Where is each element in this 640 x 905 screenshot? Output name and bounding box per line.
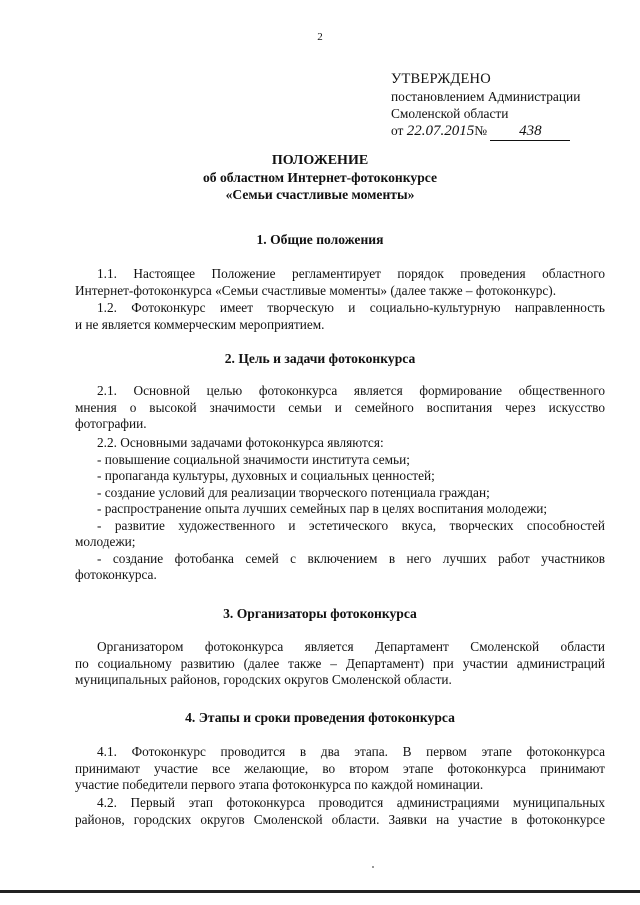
- text-line: участие победители первого этапа фотоконкурса по каждой номинации.: [75, 777, 484, 792]
- section-heading-4: 4. Этапы и сроки проведения фотоконкурса: [185, 710, 455, 725]
- list-item: - развитие художественного и эстетического вкуса, творческих способностей: [97, 517, 605, 533]
- list-item: - распространение опыта лучших семейных пар в целях воспитания молодежи;: [97, 501, 548, 516]
- title-line-3: «Семьи счастливые моменты»: [225, 187, 415, 202]
- title-line-2: об областном Интернет-фотоконкурсе: [203, 170, 437, 185]
- text-line: фотографии.: [75, 416, 147, 431]
- paragraph-3: [75, 639, 605, 689]
- text-line: фотоконкурса.: [75, 567, 157, 582]
- approval-heading: УТВЕРЖДЕНО: [391, 71, 491, 87]
- text-line: 1.1. Настоящее Положение регламентирует порядок проведения областного: [97, 266, 605, 281]
- paragraph-2-2: [75, 435, 605, 584]
- paragraph-4-2: [75, 795, 605, 828]
- document-title: [0, 152, 640, 203]
- list-item: - создание условий для реализации творческого потенциала граждан;: [97, 484, 490, 500]
- paragraph-1-1: [75, 266, 605, 299]
- page-bottom-edge: [0, 890, 640, 893]
- list-item: - повышение социальной значимости института семьи;: [97, 451, 410, 467]
- text-line: 2.1. Основной целью фотоконкурса является формирование общественного: [97, 383, 605, 398]
- approval-block: [391, 71, 621, 141]
- paragraph-1-2: [75, 300, 605, 333]
- scan-speck: [372, 866, 374, 868]
- approval-date-number: [391, 122, 621, 141]
- text-line: мнения о высокой значимости семьи и семейного воспитания через искусство: [75, 399, 605, 415]
- list-item: - пропаганда культуры, духовных и социальных ценностей;: [97, 468, 435, 483]
- text-line: 1.2. Фотоконкурс имеет творческую и социально-культурную направленность: [97, 300, 605, 315]
- approval-line-2: Смоленской области: [391, 106, 509, 121]
- text-line: и не является коммерческим мероприятием.: [75, 316, 325, 332]
- section-heading-3: 3. Организаторы фотоконкурса: [223, 606, 417, 621]
- text-line: Организатором фотоконкурса является Департамент Смоленской области: [97, 639, 605, 654]
- text-line: принимают участие все желающие, во втором этапе фотоконкурса принимают: [75, 760, 605, 776]
- list-item: - создание фотобанка семей с включением в него лучших работ участников: [97, 550, 605, 566]
- handwritten-number: 438: [490, 123, 570, 141]
- text-line: по социальному развитию (далее также – Департамент) при участии администраций: [75, 655, 605, 671]
- text-line: Интернет-фотоконкурса «Семьи счастливые моменты» (далее также – фотоконкурс).: [75, 282, 557, 298]
- text-line: 4.1. Фотоконкурс проводится в два этапа. В первом этапе фотоконкурса: [97, 744, 605, 759]
- handwritten-date: 22.07.2015: [406, 123, 475, 139]
- from-label: от: [391, 123, 404, 138]
- text-line: районов, городских округов Смоленской области. Заявки на участие в фотоконкурсе: [75, 811, 605, 827]
- number-label: №: [474, 123, 488, 138]
- section-heading-1: 1. Общие положения: [256, 232, 384, 247]
- page-number: 2: [317, 31, 323, 43]
- paragraph-4-1: [75, 744, 605, 794]
- title-line-1: ПОЛОЖЕНИЕ: [271, 153, 369, 168]
- text-line: муниципальных районов, городских округов Смоленской области.: [75, 672, 452, 687]
- paragraph-2-1: [75, 383, 605, 433]
- text-line: 2.2. Основными задачами фотоконкурса являются:: [97, 435, 384, 450]
- text-line: молодежи;: [75, 534, 136, 549]
- text-line: 4.2. Первый этап фотоконкурса проводится администрациями муниципальных: [97, 795, 605, 810]
- section-heading-2: 2. Цель и задачи фотоконкурса: [224, 351, 416, 366]
- approval-line-1: постановлением Администрации: [391, 89, 581, 104]
